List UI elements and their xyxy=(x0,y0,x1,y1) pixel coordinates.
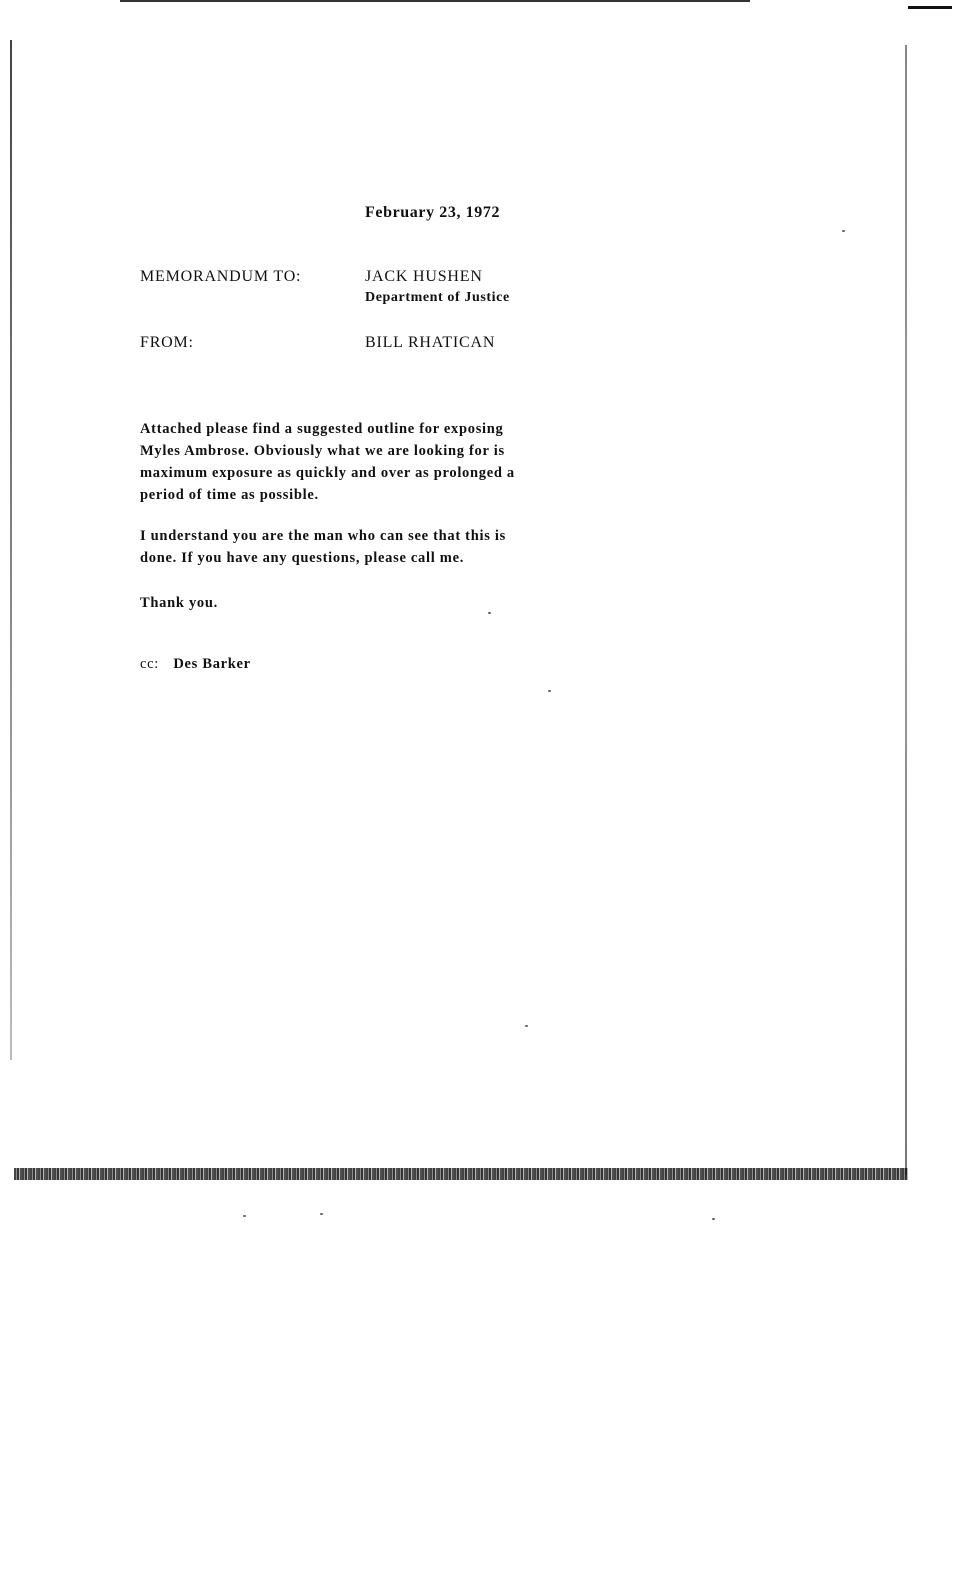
memo-closing: Thank you. xyxy=(140,595,218,611)
scan-speck xyxy=(243,1215,246,1217)
scan-speck xyxy=(320,1213,323,1215)
paragraph-line: I understand you are the man who can see that this is xyxy=(140,528,506,544)
paragraph-line: Myles Ambrose. Obviously what we are looking for is xyxy=(140,443,505,459)
memo-from-label: FROM: xyxy=(140,334,194,351)
scan-edge-right xyxy=(905,45,907,1175)
memo-to-name: JACK HUSHEN xyxy=(365,268,483,285)
scan-edge-top-right xyxy=(908,6,952,9)
cc-name: Des Barker xyxy=(173,656,251,672)
paragraph-line: done. If you have any questions, please call me. xyxy=(140,550,465,566)
scan-edge-bottom xyxy=(14,1168,908,1180)
scan-speck xyxy=(525,1025,528,1027)
scan-speck xyxy=(842,230,845,232)
memo-cc-line xyxy=(140,653,251,675)
paragraph-line: Attached please find a suggested outline for exposing xyxy=(140,421,504,437)
scan-edge-left xyxy=(10,40,12,1060)
memo-date: February 23, 1972 xyxy=(365,204,501,221)
memo-paragraph-1 xyxy=(140,418,515,506)
memo-from-name: BILL RHATICAN xyxy=(365,334,496,351)
paragraph-line: maximum exposure as quickly and over as prolonged a xyxy=(140,465,515,481)
paragraph-line: period of time as possible. xyxy=(140,487,319,503)
scan-speck xyxy=(488,612,491,614)
scan-speck xyxy=(548,690,551,692)
cc-label: cc: xyxy=(140,656,160,672)
scan-edge-top xyxy=(120,0,750,2)
memo-to-label: MEMORANDUM TO: xyxy=(140,268,302,285)
scan-speck xyxy=(712,1218,715,1220)
memo-paragraph-2 xyxy=(140,525,506,569)
memo-to-department: Department of Justice xyxy=(365,290,510,305)
